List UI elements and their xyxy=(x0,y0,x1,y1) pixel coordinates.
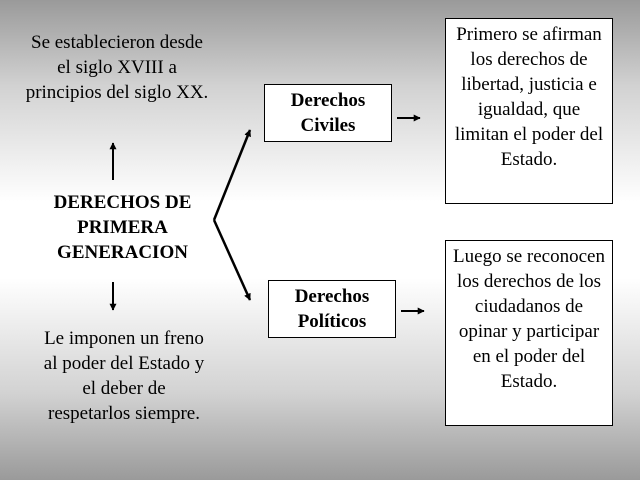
bottom-note: Le imponen un freno al poder del Estado y el deber de respetarlos siempre. xyxy=(43,328,205,424)
political-rights-box: Derechos Políticos xyxy=(268,280,396,338)
civil-description-box: Primero se afirman los derechos de libertad, justicia e igualdad, que limitan el poder del Estado. xyxy=(445,18,613,204)
political-description-box: Luego se reconocen los derechos de los ciudadanos de opinar y participar en el poder del Estado. xyxy=(445,240,613,426)
center-title: DERECHOS DE PRIMERA GENERACION xyxy=(53,192,192,263)
branch-to-political-arrow xyxy=(214,220,250,300)
civil-rights-box: Derechos Civiles xyxy=(264,84,392,142)
top-note: Se establecieron desde el siglo XVIII a principios del siglo XX. xyxy=(25,32,209,103)
branch-to-civil-arrow xyxy=(214,130,250,220)
